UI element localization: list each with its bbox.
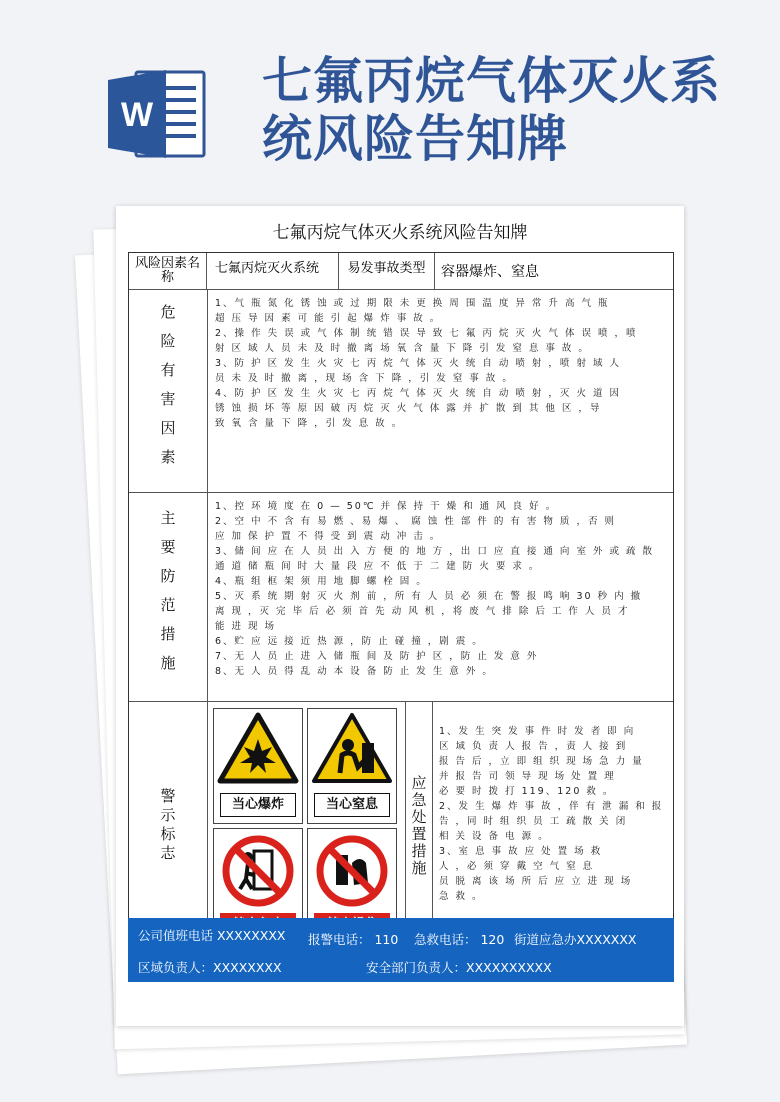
emergency-line: 2、发 生 爆 炸 事 故 ，伴 有 泄 漏 和 报 xyxy=(439,801,664,812)
sheet-title: 七氟丙烷气体灭火系统风险告知牌 xyxy=(272,223,528,243)
suffocation-warning-icon xyxy=(308,709,396,789)
emergency-content xyxy=(439,724,667,904)
duty-phone: 公司值班电话 XXXXXXXX xyxy=(138,928,286,943)
measure-line: 3、储 间 应 在 人 员 出 入 方 便 的 地 方 ，出 口 应 直 接 通 向 室 外 或 疏 散 xyxy=(215,546,655,557)
first-aid-phone: 急救电话： 120 xyxy=(414,932,505,947)
emergency-line: 1、发 生 突 发 事 件 时 发 者 即 向 xyxy=(439,726,636,737)
no-operation-icon xyxy=(308,829,396,909)
emergency-line: 急 救 。 xyxy=(439,891,484,902)
hazard-line: 1、气 瓶 氮 化 锈 蚀 或 过 期 限 未 更 换 周 围 温 度 异 常 升 高 气 瓶 xyxy=(215,298,610,309)
sign-caption: 当心窒息 xyxy=(314,793,390,817)
hazard-line: 超 压 导 因 素 可 能 引 起 爆 炸 事 故 。 xyxy=(215,313,442,324)
measure-line: 5、灭 系 统 期 射 灭 火 剂 前 ，所 有 人 员 必 须 在 警 报 鸣 响 30 秒 内 撤 xyxy=(215,591,643,602)
safety-manager: 安全部门负责人：XXXXXXXXXX xyxy=(366,960,552,975)
measure-line: 4、瓶 组 框 架 须 用 地 脚 螺 栓 固 。 xyxy=(215,576,428,587)
measure-line: 8、无 人 员 得 乱 动 本 设 备 防 止 发 生 意 外 。 xyxy=(215,666,494,677)
sign-row xyxy=(129,702,673,950)
emergency-label-cell xyxy=(405,702,433,950)
no-entry-icon xyxy=(214,829,302,909)
name-label: 风险因素名称 xyxy=(129,253,207,289)
hazard-label-cell xyxy=(129,290,208,492)
hazard-label: 危险有害因素 xyxy=(158,304,177,478)
emergency-line: 并 报 告 司 领 导 现 场 处 置 理 xyxy=(439,771,616,782)
banner-title: 七氟丙烷气体灭火系统风险告知牌 xyxy=(262,51,721,168)
sign-caution-suffocation xyxy=(307,708,397,824)
hazard-line: 员 未 及 时 撤 离 ，现 场 含 下 降 ，引 发 窒 事 故 。 xyxy=(215,373,514,384)
accident-value: 容器爆炸、窒息 xyxy=(441,264,539,280)
emergency-label: 应急处置措施 xyxy=(409,775,428,877)
hazard-content xyxy=(215,296,667,488)
risk-table xyxy=(128,252,674,951)
hazard-line: 4、防 护 区 发 生 火 灾 七 丙 烷 气 体 灭 火 统 自 动 喷 射 ，灭 火 道 因 xyxy=(215,388,621,399)
emergency-line: 相 关 设 备 电 源 。 xyxy=(439,831,550,842)
hazard-line: 射 区 域 人 员 未 及 时 撤 离 场 氧 含 量 下 降 引 发 窒 息 事 故 。 xyxy=(215,343,590,354)
emergency-line: 告 ，同 时 组 织 员 工 疏 散 关 闭 xyxy=(439,816,628,827)
measure-line: 离 现 ，灭 完 毕 后 必 须 首 先 动 风 机 ，将 废 气 排 除 后 工 作 人 员 才 xyxy=(215,606,630,617)
sign-label: 警示标志 xyxy=(158,788,177,864)
measure-line: 通 道 储 瓶 间 时 大 量 段 应 不 低 于 二 建 防 火 要 求 。 xyxy=(215,561,541,572)
police-phone: 报警电话： 110 xyxy=(308,932,399,947)
name-row xyxy=(129,253,673,290)
sign-caption: 当心爆炸 xyxy=(220,793,296,817)
measure-line: 能 进 现 场 xyxy=(215,621,277,632)
emergency-line: 人 ，必 须 穿 戴 空 气 窒 息 xyxy=(439,861,595,872)
accident-label: 易发事故类型 xyxy=(339,253,435,289)
emergency-line: 必 要 时 拨 打 119、120 救 。 xyxy=(439,786,615,797)
sign-caution-explosion xyxy=(213,708,303,824)
measure-line: 应 加 保 护 置 不 得 受 到 震 动 冲 击 。 xyxy=(215,531,442,542)
contact-footer xyxy=(128,918,674,982)
measure-content xyxy=(215,499,667,697)
emergency-line: 区 域 负 责 人 报 告 ，责 人 接 到 xyxy=(439,741,628,752)
hazard-line: 3、防 护 区 发 生 火 灾 七 丙 烷 气 体 灭 火 统 自 动 喷 射 ，喷 射 域 人 xyxy=(215,358,621,369)
measure-row xyxy=(129,493,673,702)
measure-line: 2、空 中 不 含 有 易 燃 、易 爆 、 腐 蚀 性 部 件 的 有 害 物 质 ，否 则 xyxy=(215,516,616,527)
measure-line: 7、无 人 员 止 进 入 储 瓶 间 及 防 护 区 ，防 止 发 意 外 xyxy=(215,651,539,662)
measure-label: 主要防范措施 xyxy=(158,510,177,684)
measure-label-cell xyxy=(129,493,208,701)
emergency-line: 报 告 后 ，立 即 组 织 现 场 急 力 量 xyxy=(439,756,644,767)
word-icon xyxy=(108,66,208,162)
sign-label-cell xyxy=(129,702,208,950)
measure-line: 1、控 环 境 度 在 0 — 50℃ 并 保 持 干 燥 和 通 风 良 好 。 xyxy=(215,501,558,512)
hazard-row xyxy=(129,290,673,493)
area-manager: 区域负责人：XXXXXXXX xyxy=(138,960,282,975)
svg-text:W: W xyxy=(120,96,154,134)
explosion-warning-icon xyxy=(214,709,302,789)
hazard-line: 2、操 作 失 误 或 气 体 制 统 错 误 导 致 七 氟 丙 烷 灭 火 气 体 误 喷 ，喷 xyxy=(215,328,638,339)
risk-notice-sheet xyxy=(116,206,684,1026)
hazard-line: 致 氧 含 量 下 降 ，引 发 息 故 。 xyxy=(215,418,404,429)
system-name: 七氟丙烷灭火系统 xyxy=(209,253,339,289)
emergency-line: 员 脱 离 该 场 所 后 应 立 进 现 场 xyxy=(439,876,633,887)
measure-line: 6、贮 应 远 接 近 热 源 ，防 止 碰 撞 ，剧 震 。 xyxy=(215,636,484,647)
street-emergency-office: 街道应急办XXXXXXX xyxy=(514,932,637,947)
hazard-line: 锈 蚀 损 坏 等 原 因 破 丙 烷 灭 火 气 体 露 并 扩 散 到 其 他 区 ，导 xyxy=(215,403,602,414)
emergency-line: 3、室 息 事 故 应 处 置 场 救 xyxy=(439,846,603,857)
